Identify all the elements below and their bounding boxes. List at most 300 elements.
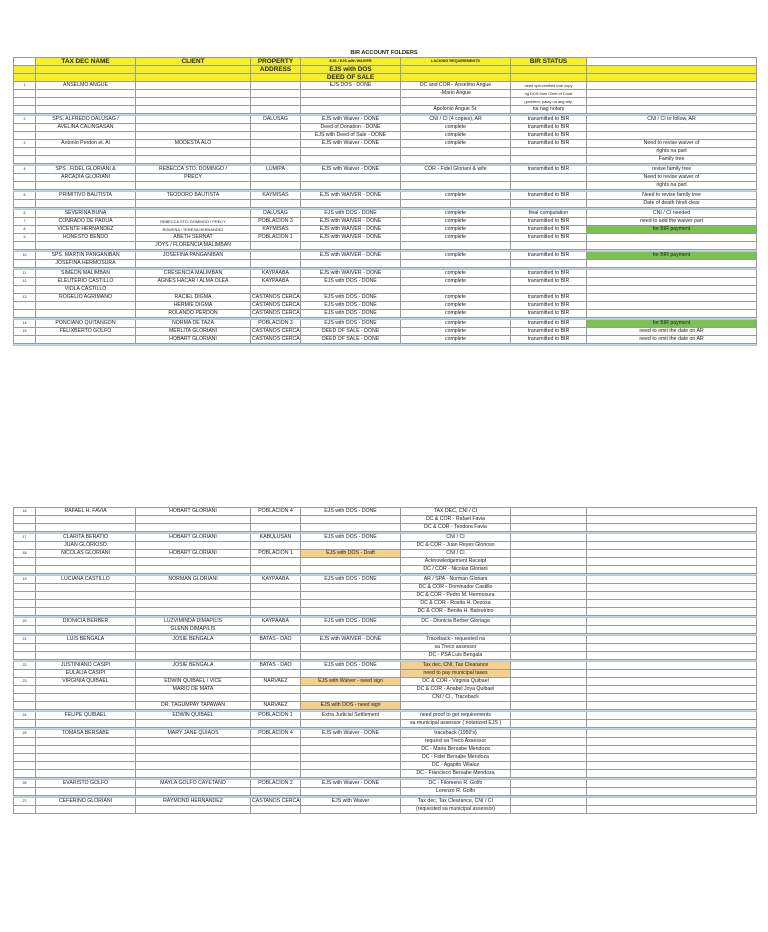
- cell-remarks: for BIR payment: [587, 226, 757, 234]
- cell-tax-dec-name: VIOLA CASTILLO: [36, 286, 136, 294]
- cell-lacking-requirements: complete: [401, 336, 511, 344]
- table-row: [14, 124, 757, 132]
- cell-client: NORMAN GLORIANI: [136, 576, 251, 584]
- cell-row-number: 1: [14, 82, 36, 90]
- header-cell-tax-dec-name: [36, 74, 136, 82]
- header-cell-lacking-requirements: LACKING REQUIREMENTS: [401, 58, 511, 66]
- cell-tax-dec-name: [36, 644, 136, 652]
- table-row: [14, 524, 757, 532]
- cell-lacking-requirements: DC & COR - Rosita H. Dezosa: [401, 600, 511, 608]
- cell-lacking-requirements: [401, 182, 511, 190]
- cell-client: [136, 210, 251, 218]
- cell-tax-dec-name: TOMASA BERSABE: [36, 730, 136, 738]
- cell-row-number: [14, 702, 36, 710]
- table-row: [14, 294, 757, 302]
- cell-ejs-status: EJS with DOS - DONE: [301, 210, 401, 218]
- cell-bir-status: transmitted to BIR: [511, 116, 587, 124]
- cell-ejs-status: Deed of Donation - DONE: [301, 124, 401, 132]
- table-row: [14, 260, 757, 268]
- cell-tax-dec-name: [36, 746, 136, 754]
- cell-ejs-status: [301, 720, 401, 728]
- cell-remarks: CNI / CI to follow, AR: [587, 116, 757, 124]
- cell-bir-status: [511, 174, 587, 182]
- cell-remarks: for BIR payment: [587, 320, 757, 328]
- cell-property-address: DALUSAG: [251, 210, 301, 218]
- cell-lacking-requirements: complete: [401, 132, 511, 140]
- cell-remarks: Need to revise waiver of: [587, 140, 757, 148]
- cell-tax-dec-name: ANSELMO ANGUE: [36, 82, 136, 90]
- cell-lacking-requirements: [401, 200, 511, 208]
- cell-bir-status: [511, 788, 587, 796]
- cell-lacking-requirements: Acknowledgement Receipt: [401, 558, 511, 566]
- cell-client: PRECY: [136, 174, 251, 182]
- cell-lacking-requirements: complete: [401, 234, 511, 242]
- cell-property-address: POBLACION 1: [251, 712, 301, 720]
- cell-tax-dec-name: [36, 686, 136, 694]
- cell-bir-status: transmitted to BIR: [511, 320, 587, 328]
- cell-client: MARY JANE QUIAOS: [136, 730, 251, 738]
- table-row: [14, 286, 757, 294]
- cell-bir-status: [511, 286, 587, 294]
- cell-property-address: KAYPAABA: [251, 270, 301, 278]
- cell-remarks: [587, 302, 757, 310]
- cell-tax-dec-name: [36, 182, 136, 190]
- cell-ejs-status: [301, 98, 401, 106]
- cell-row-number: [14, 754, 36, 762]
- cell-property-address: [251, 140, 301, 148]
- cell-remarks: [587, 754, 757, 762]
- cell-tax-dec-name: VICENTE HERNANDEZ: [36, 226, 136, 234]
- cell-remarks: [587, 260, 757, 268]
- cell-row-number: [14, 608, 36, 616]
- table-row: [14, 780, 757, 788]
- cell-remarks: Family tree: [587, 156, 757, 164]
- table-row: [14, 98, 757, 106]
- table-row: [14, 798, 757, 806]
- cell-ejs-status: EJS with DOS - DONE: [301, 278, 401, 286]
- cell-client: [136, 124, 251, 132]
- cell-ejs-status: EJS with DOS - DONE: [301, 302, 401, 310]
- cell-lacking-requirements: [401, 148, 511, 156]
- cell-lacking-requirements: DC & COR - Pedro M. Hermosura: [401, 592, 511, 600]
- cell-remarks: [587, 534, 757, 542]
- table-row: [14, 566, 757, 574]
- cell-tax-dec-name: [36, 600, 136, 608]
- cell-lacking-requirements: traceback (1950's): [401, 730, 511, 738]
- cell-lacking-requirements: complete: [401, 278, 511, 286]
- header-cell-property-address: [251, 74, 301, 82]
- cell-bir-status: transmitted to BIR: [511, 234, 587, 242]
- cell-tax-dec-name: AVELINA CALINGASAN: [36, 124, 136, 132]
- cell-bir-status: final computation: [511, 210, 587, 218]
- cell-property-address: KAYMISAS: [251, 226, 301, 234]
- cell-ejs-status: [301, 200, 401, 208]
- cell-property-address: [251, 132, 301, 140]
- table-row: [14, 182, 757, 190]
- cell-bir-status: [511, 626, 587, 634]
- cell-row-number: [14, 90, 36, 98]
- cell-remarks: [587, 592, 757, 600]
- cell-tax-dec-name: DIONICIA BERBER: [36, 618, 136, 626]
- cell-row-number: 21: [14, 636, 36, 644]
- cell-client: TEODORO BAUTISTA: [136, 192, 251, 200]
- cell-tax-dec-name: ROGELIO AGRIMANO: [36, 294, 136, 302]
- table-row: [14, 310, 757, 318]
- cell-lacking-requirements: [401, 286, 511, 294]
- cell-property-address: KABULUSAN: [251, 534, 301, 542]
- cell-property-address: KAYPAABA: [251, 618, 301, 626]
- cell-tax-dec-name: [36, 524, 136, 532]
- cell-remarks: [587, 106, 757, 114]
- cell-client: MARIO DE MATA: [136, 686, 251, 694]
- cell-row-number: 26: [14, 780, 36, 788]
- cell-property-address: [251, 754, 301, 762]
- cell-lacking-requirements: (requested sa municipal assessor): [401, 806, 511, 814]
- table-row: [14, 670, 757, 678]
- cell-property-address: [251, 608, 301, 616]
- cell-client: [136, 516, 251, 524]
- cell-ejs-status: DEED OF SALE - DONE: [301, 328, 401, 336]
- table-row: [14, 576, 757, 584]
- cell-lacking-requirements: Lorenzo R. Golfo: [401, 788, 511, 796]
- cell-client: [136, 762, 251, 770]
- cell-property-address: [251, 600, 301, 608]
- cell-property-address: [251, 720, 301, 728]
- cell-lacking-requirements: need proof to get requirements: [401, 712, 511, 720]
- cell-row-number: [14, 516, 36, 524]
- cell-tax-dec-name: SPS. ALFREDO DALUSAG /: [36, 116, 136, 124]
- cell-remarks: [587, 516, 757, 524]
- table-row: [14, 542, 757, 550]
- cell-property-address: [251, 694, 301, 702]
- cell-ejs-status: [301, 644, 401, 652]
- cell-row-number: [14, 302, 36, 310]
- cell-tax-dec-name: SEVERINA BUNA: [36, 210, 136, 218]
- cell-row-number: [14, 626, 36, 634]
- cell-bir-status: transmitted to BIR: [511, 132, 587, 140]
- cell-client: [136, 608, 251, 616]
- cell-row-number: [14, 644, 36, 652]
- cell-ejs-status: [301, 156, 401, 164]
- cell-remarks: [587, 550, 757, 558]
- header-cell-remarks: [587, 58, 757, 66]
- cell-client: MERLITA GLORIANI: [136, 328, 251, 336]
- cell-lacking-requirements: complete: [401, 320, 511, 328]
- cell-bir-status: [511, 242, 587, 250]
- cell-ejs-status: EJS with DOS - DONE: [301, 534, 401, 542]
- cell-ejs-status: [301, 738, 401, 746]
- cell-ejs-status: [301, 242, 401, 250]
- table-row: [14, 712, 757, 720]
- cell-bir-status: transmitted to BIR: [511, 270, 587, 278]
- cell-row-number: 12: [14, 278, 36, 286]
- cell-ejs-status: EJS with WAIVER - DONE: [301, 218, 401, 226]
- cell-row-number: [14, 770, 36, 778]
- cell-client: AGNES HACAR / ALMA OLEA: [136, 278, 251, 286]
- cell-row-number: 25: [14, 730, 36, 738]
- table-row: [14, 746, 757, 754]
- table-row: [14, 550, 757, 558]
- cell-tax-dec-name: [36, 200, 136, 208]
- table-row: [14, 626, 757, 634]
- cell-lacking-requirements: DC & COR - Anabel Joya Quibael: [401, 686, 511, 694]
- cell-remarks: [587, 242, 757, 250]
- cell-remarks: [587, 132, 757, 140]
- cell-bir-status: [511, 148, 587, 156]
- cell-lacking-requirements: DC & COR - Teodora Favia: [401, 524, 511, 532]
- cell-bir-status: [511, 508, 587, 516]
- header-cell-property-address: PROPERTY: [251, 58, 301, 66]
- cell-property-address: [251, 626, 301, 634]
- cell-row-number: [14, 600, 36, 608]
- cell-property-address: DALUSAG: [251, 116, 301, 124]
- table-row: [14, 234, 757, 242]
- cell-client: [136, 600, 251, 608]
- cell-bir-status: [511, 524, 587, 532]
- cell-tax-dec-name: [36, 694, 136, 702]
- cell-tax-dec-name: RAFAEL H. FAVIA: [36, 508, 136, 516]
- table-row: [14, 226, 757, 234]
- cell-tax-dec-name: [36, 592, 136, 600]
- cell-remarks: [587, 124, 757, 132]
- cell-ejs-status: [301, 148, 401, 156]
- cell-ejs-status: [301, 762, 401, 770]
- cell-bir-status: [511, 156, 587, 164]
- header-cell-remarks: [587, 66, 757, 74]
- cell-row-number: [14, 124, 36, 132]
- cell-property-address: [251, 644, 301, 652]
- cell-ejs-status: EJS with Waiver - DONE: [301, 730, 401, 738]
- cell-ejs-status: [301, 182, 401, 190]
- cell-lacking-requirements: AR / SPA - Norman Gloriani: [401, 576, 511, 584]
- table-row: [14, 336, 757, 344]
- table-row: [14, 662, 757, 670]
- cell-bir-status: [511, 686, 587, 694]
- cell-tax-dec-name: [36, 738, 136, 746]
- table-row: [14, 600, 757, 608]
- cell-property-address: CASTAÑOS CERCA: [252, 328, 300, 334]
- table-row: [14, 252, 757, 260]
- cell-client: ROLANDO PERDON: [136, 310, 251, 318]
- cell-bir-status: [511, 584, 587, 592]
- cell-row-number: 6: [14, 210, 36, 218]
- cell-client: [136, 746, 251, 754]
- cell-client: GLENN DIMAPILIS: [136, 626, 251, 634]
- header-cell-row-number: [14, 74, 36, 82]
- cell-row-number: 9: [14, 234, 36, 242]
- cell-ejs-status: [301, 516, 401, 524]
- bir-table-1: [13, 57, 757, 346]
- table-row: [14, 652, 757, 660]
- cell-lacking-requirements: [401, 174, 511, 182]
- cell-property-address: [251, 770, 301, 778]
- cell-ejs-status: [301, 174, 401, 182]
- cell-row-number: 24: [14, 712, 36, 720]
- table-row: [14, 770, 757, 778]
- cell-property-address: [251, 148, 301, 156]
- cell-ejs-status: EJS with WAIVER - DONE: [301, 270, 401, 278]
- cell-property-address: POBLACION 3: [251, 320, 301, 328]
- cell-tax-dec-name: [36, 584, 136, 592]
- cell-row-number: [14, 806, 36, 814]
- cell-bir-status: transmitted to BIR: [511, 252, 587, 260]
- cell-tax-dec-name: JOSEFINA HERMOSURA: [36, 260, 136, 268]
- cell-bir-status: transmitted to BIR: [511, 124, 587, 132]
- cell-tax-dec-name: [36, 98, 136, 106]
- cell-remarks: rights na part: [587, 148, 757, 156]
- cell-row-number: 27: [14, 798, 36, 806]
- cell-remarks: [587, 542, 757, 550]
- cell-bir-status: transmitted to BIR: [511, 336, 587, 344]
- cell-lacking-requirements: DC - Fidel Bersabe Mendoza: [401, 754, 511, 762]
- cell-client: [136, 106, 251, 114]
- cell-ejs-status: [301, 754, 401, 762]
- cell-ejs-status: EJS with Waiver - DONE: [301, 780, 401, 788]
- cell-tax-dec-name: [36, 788, 136, 796]
- cell-remarks: [587, 746, 757, 754]
- cell-lacking-requirements: need to pay municipal taxes: [401, 670, 511, 678]
- cell-ejs-status: [301, 600, 401, 608]
- cell-bir-status: [511, 558, 587, 566]
- cell-remarks: [587, 712, 757, 720]
- cell-lacking-requirements: complete: [401, 210, 511, 218]
- cell-ejs-status: [301, 524, 401, 532]
- cell-property-address: [251, 260, 301, 268]
- cell-remarks: [587, 652, 757, 660]
- separator-row: [14, 344, 757, 346]
- cell-row-number: [14, 156, 36, 164]
- cell-bir-status: [511, 780, 587, 788]
- cell-property-address: [251, 90, 301, 98]
- cell-remarks: [587, 566, 757, 574]
- header-cell-tax-dec-name: TAX DEC NAME: [36, 58, 136, 66]
- cell-client: [136, 98, 251, 106]
- cell-property-address: [251, 516, 301, 524]
- cell-tax-dec-name: [36, 608, 136, 616]
- cell-tax-dec-name: [36, 770, 136, 778]
- cell-tax-dec-name: FELIPE QUIBAEL: [36, 712, 136, 720]
- cell-row-number: 19: [14, 576, 36, 584]
- cell-remarks: [587, 584, 757, 592]
- table-row: [14, 200, 757, 208]
- cell-remarks: [587, 636, 757, 644]
- cell-ejs-status: [301, 286, 401, 294]
- cell-tax-dec-name: [36, 806, 136, 814]
- cell-remarks: [587, 90, 757, 98]
- separator-cell: [301, 344, 401, 346]
- cell-lacking-requirements: DC & COR - Benita H. Baloutrino: [401, 608, 511, 616]
- cell-row-number: 7: [14, 218, 36, 226]
- cell-bir-status: transmitted to BIR: [511, 294, 587, 302]
- cell-client: JOSIE BENGALA: [136, 662, 251, 670]
- cell-ejs-status: EJS with Waiver - DONE: [301, 166, 401, 174]
- cell-lacking-requirements: DC & COR - Juan Reyes Glorioso: [401, 542, 511, 550]
- cell-ejs-status: [301, 770, 401, 778]
- cell-lacking-requirements: complete: [401, 302, 511, 310]
- cell-bir-status: (problem: patay na ang atty.: [511, 98, 587, 106]
- table-row: [14, 508, 757, 516]
- cell-property-address: POBLACION 1: [251, 234, 301, 242]
- header-cell-bir-status: BIR STATUS: [511, 58, 587, 66]
- cell-tax-dec-name: FELIXBERTO GOLFO: [36, 328, 136, 336]
- cell-row-number: 16: [14, 508, 36, 516]
- cell-bir-status: [511, 762, 587, 770]
- cell-property-address: [251, 156, 301, 164]
- cell-bir-status: transmitted to BIR: [511, 302, 587, 310]
- cell-bir-status: transmitted to BIR: [511, 226, 587, 234]
- cell-ejs-status: [301, 694, 401, 702]
- cell-bir-status: [511, 644, 587, 652]
- cell-bir-status: [511, 746, 587, 754]
- cell-row-number: [14, 182, 36, 190]
- cell-lacking-requirements: complete: [401, 252, 511, 260]
- cell-client: [136, 90, 251, 98]
- cell-tax-dec-name: [36, 754, 136, 762]
- cell-ejs-status: [301, 806, 401, 814]
- cell-remarks: [587, 738, 757, 746]
- cell-tax-dec-name: [36, 720, 136, 728]
- cell-remarks: [587, 644, 757, 652]
- cell-ejs-status: EJS DOS - DONE: [301, 82, 401, 90]
- cell-bir-status: [511, 550, 587, 558]
- cell-property-address: [251, 806, 301, 814]
- cell-client: EDWIN QUIBAEL: [136, 712, 251, 720]
- cell-lacking-requirements: [401, 98, 511, 106]
- table-row: [14, 148, 757, 156]
- cell-property-address: [251, 686, 301, 694]
- cell-tax-dec-name: CLARITA BERATIO: [36, 534, 136, 542]
- cell-client: [136, 806, 251, 814]
- cell-bir-status: [511, 636, 587, 644]
- table-row: [14, 720, 757, 728]
- cell-bir-status: transmitted to BIR: [511, 166, 587, 174]
- cell-lacking-requirements: CNI / CI: [401, 534, 511, 542]
- cell-ejs-status: [301, 584, 401, 592]
- separator-cell: [401, 344, 511, 346]
- cell-remarks: [587, 720, 757, 728]
- cell-property-address: [251, 652, 301, 660]
- cell-client: HERMIE DIGMA: [136, 302, 251, 310]
- cell-bir-status: [511, 600, 587, 608]
- cell-ejs-status: EJS with Waiver - need sign: [301, 678, 401, 686]
- cell-row-number: 10: [14, 252, 36, 260]
- cell-remarks: [587, 626, 757, 634]
- cell-ejs-status: DEED OF SALE - DONE: [301, 336, 401, 344]
- cell-lacking-requirements: Tax dec, Tax Clearance, CNI / CI: [401, 798, 511, 806]
- cell-ejs-status: [301, 746, 401, 754]
- cell-ejs-status: [301, 542, 401, 550]
- cell-lacking-requirements: -Mario Angue: [401, 90, 511, 98]
- cell-bir-status: transmitted to BIR: [511, 328, 587, 336]
- cell-row-number: [14, 132, 36, 140]
- header-cell-client: CLIENT: [136, 58, 251, 66]
- cell-row-number: 13: [14, 294, 36, 302]
- cell-bir-status: [511, 730, 587, 738]
- cell-tax-dec-name: [36, 626, 136, 634]
- cell-tax-dec-name: [36, 516, 136, 524]
- cell-tax-dec-name: CEFERINO GLORIANI: [36, 798, 136, 806]
- cell-tax-dec-name: [36, 156, 136, 164]
- cell-client: [136, 132, 251, 140]
- cell-tax-dec-name: SPS . FIDEL GLORIANI &: [36, 166, 136, 174]
- header-cell-bir-status: [511, 66, 587, 74]
- separator-cell: [511, 344, 587, 346]
- cell-client: [136, 770, 251, 778]
- cell-client: MAYLA GOLFO CAYETANO: [136, 780, 251, 788]
- table-row: [14, 644, 757, 652]
- cell-client: EDWIN QUIBAEL / VICE: [136, 678, 251, 686]
- cell-lacking-requirements: DC and COR - Anselmo Angue: [401, 82, 511, 90]
